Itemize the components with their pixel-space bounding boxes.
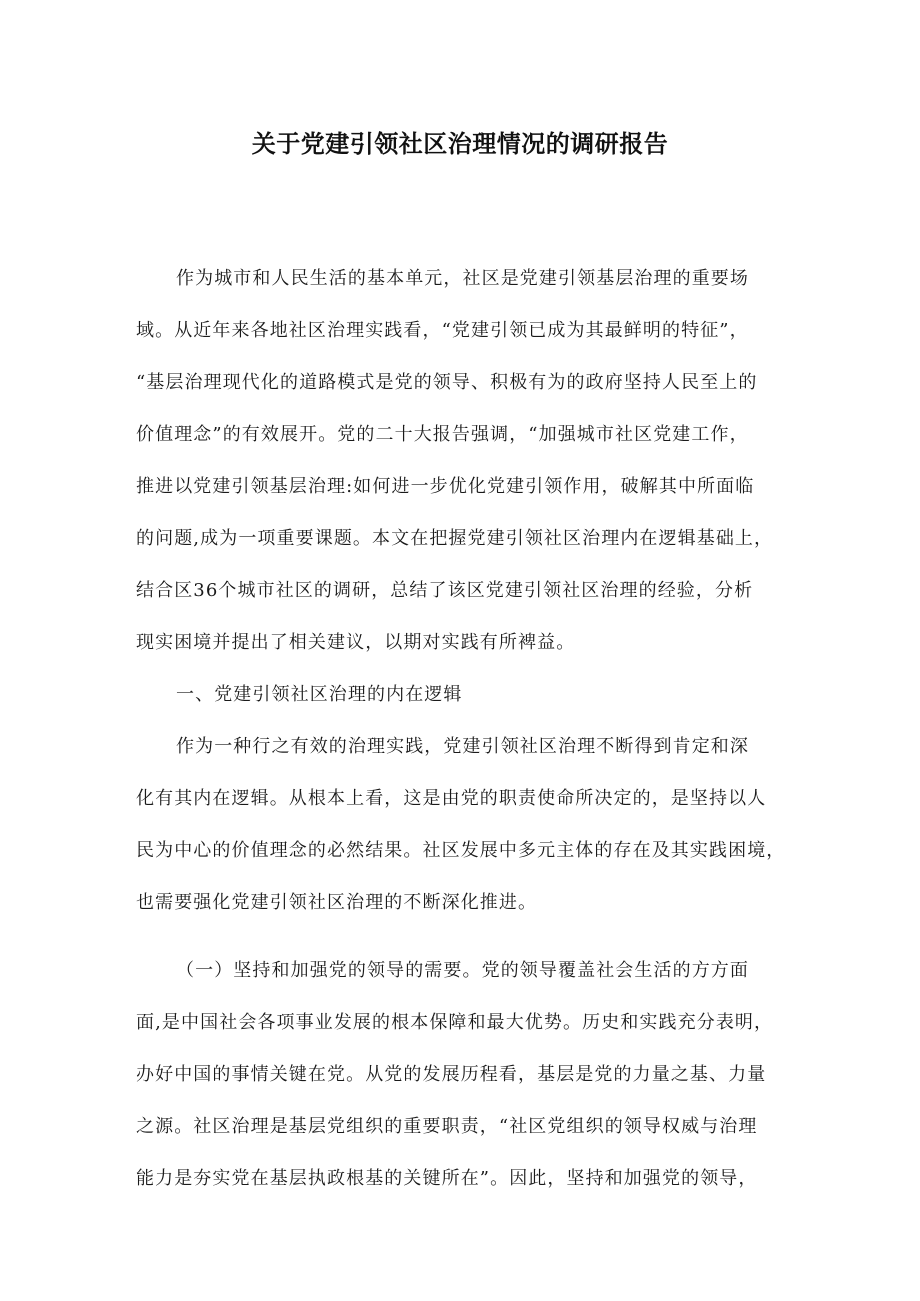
text-line: “基层治理现代化的道路模式是党的领导、积极有为的政府坚持人民至上的 — [136, 372, 758, 393]
text-line: 作为一种行之有效的治理实践，党建引领社区治理不断得到肯定和深 — [176, 736, 749, 757]
text-line: 化有其内在逻辑。从根本上看，这是由党的职责使命所决定的，是坚持以人 — [136, 788, 767, 809]
text-line: 也需要强化党建引领社区治理的不断深化推进。 — [136, 892, 538, 913]
text-line: 能力是夯实党在基层执政根基的关键所在”。因此，坚持和加强党的领导， — [136, 1168, 758, 1189]
text-line: 民为中心的价值理念的必然结果。社区发展中多元主体的存在及其实践困境， — [136, 840, 786, 861]
text-line: 办好中国的事情关键在党。从党的发展历程看，基层是党的力量之基、力量 — [136, 1064, 767, 1085]
text-line: 之源。社区治理是基层党组织的重要职责，“社区党组织的领导权威与治理 — [136, 1116, 758, 1137]
text-line: 的问题,成为一项重要课题。本文在把握党建引领社区治理内在逻辑基础上， — [136, 528, 774, 549]
text-line: 面,是中国社会各项事业发展的根本保障和最大优势。历史和实践充分表明， — [136, 1012, 774, 1033]
text-line: 推进以党建引领基层治理:如何进一步优化党建引领作用，破解其中所面临 — [136, 476, 755, 497]
document-title: 关于党建引领社区治理情况的调研报告 — [251, 130, 669, 158]
text-line: 作为城市和人民生活的基本单元，社区是党建引领基层治理的重要场 — [176, 268, 749, 289]
text-line: 结合区36个城市社区的调研，总结了该区党建引领社区治理的经验，分析 — [136, 580, 754, 601]
text-line: 现实困境并提出了相关建议，以期对实践有所裨益。 — [136, 632, 576, 653]
text-line: 域。从近年来各地社区治理实践看，“党建引领已成为其最鲜明的特征”， — [136, 320, 749, 341]
text-line: 价值理念”的有效展开。党的二十大报告强调，“加强城市社区党建工作， — [136, 424, 749, 445]
text-line: （一）坚持和加强党的领导的需要。党的领导覆盖社会生活的方方面 — [176, 960, 749, 981]
text-line: 一、党建引领社区治理的内在逻辑 — [176, 684, 463, 705]
